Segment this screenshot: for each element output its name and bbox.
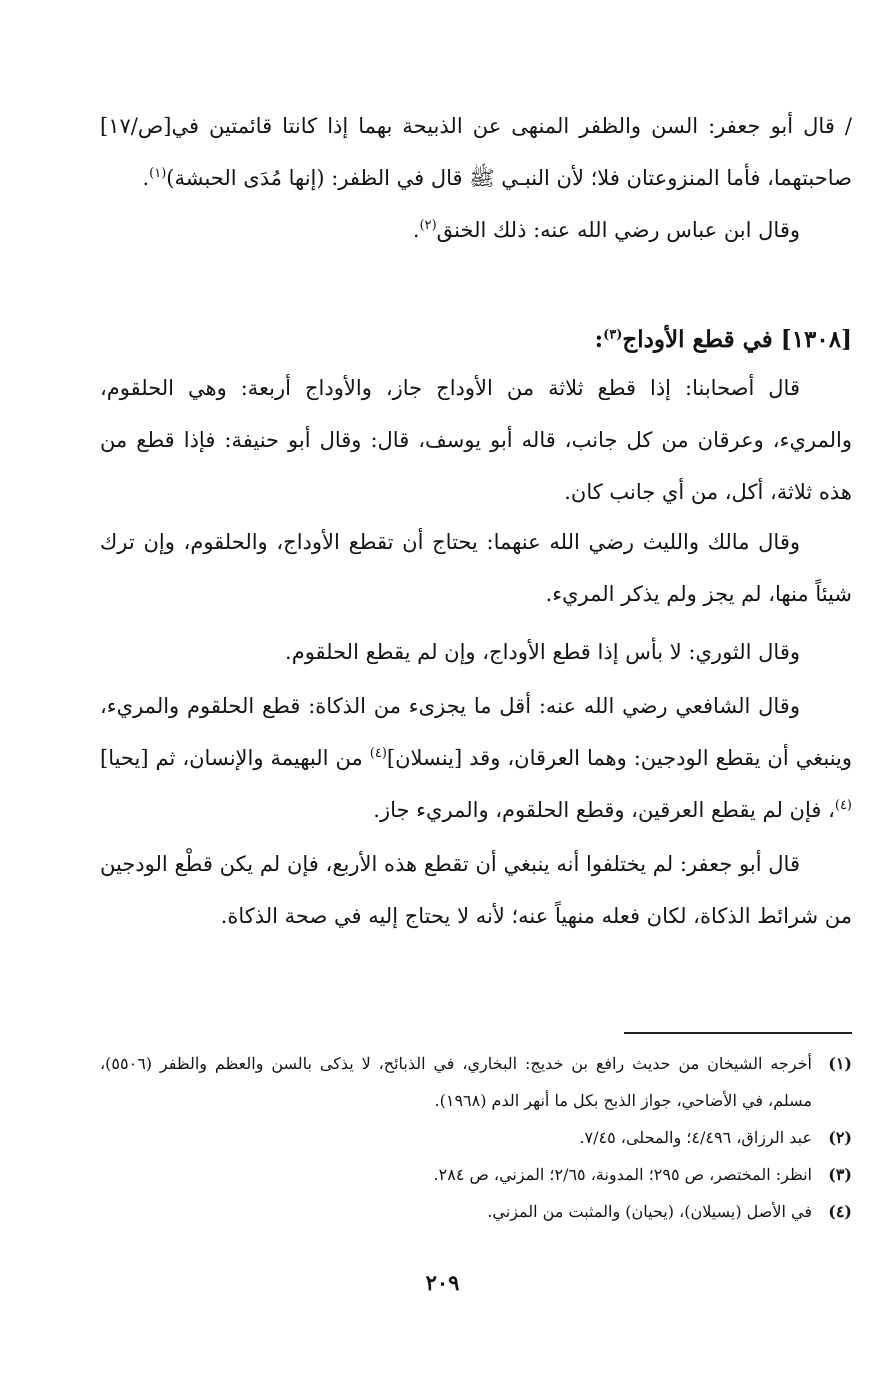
footnote-marker: (١) <box>149 166 167 181</box>
page-number: ٢٠٩ <box>425 1270 460 1295</box>
footnote-text: انظر: المختصر، ص ٢٩٥؛ المدونة، ٢/٦٥؛ المزني، ص ٢٨٤. <box>433 1165 812 1184</box>
intro-line: / قال أبو جعفر: السن والظفر المنهى عن الذبيحة بهما إذا كانتا قائمتين في <box>171 114 852 138</box>
intro-rest: صاحبتهما، فأما المنزوعتان فلا؛ لأن النبـي ﷺ قال في الظفر: (إنها مُدَى الحبشة) <box>166 166 852 190</box>
footnote-number: (٤) <box>828 1202 852 1221</box>
intro-block <box>100 100 852 256</box>
footnote-marker: (٤) <box>369 746 387 761</box>
paragraph-ashabuna: قال أصحابنا: إذا قطع ثلاثة من الأوداج جاز، والأوداج أربعة: وهي الحلقوم، والمريء، وعرقان من كل جانب، قاله أبو يوسف، قال: وقال أبو حنيفة: فإذا قطع من هذه ثلاثة، أكل، من أي جانب كان. <box>100 376 852 504</box>
footnote-number: (٣) <box>828 1165 852 1184</box>
footnote-text: عبد الرزاق، ٤/٤٩٦؛ والمحلى، ٧/٤٥. <box>579 1128 812 1147</box>
ibn-abbas-text: وقال ابن عباس رضي الله عنه: ذلك الخنق <box>436 218 800 242</box>
body-block-4 <box>100 680 852 836</box>
paragraph-shafii <box>100 680 852 836</box>
shafii-text-b: من البهيمة والإنسان، ثم [يحيا] <box>100 746 370 770</box>
footnote-item <box>100 1156 852 1193</box>
footnote-item <box>100 1193 852 1230</box>
footnote-text: في الأصل (يسيلان)، (يحيان) والمثبت من المزني. <box>487 1202 812 1221</box>
footnote-marker: (٤) <box>834 798 852 813</box>
paragraph-malik: وقال مالك والليث رضي الله عنهما: يحتاج أن تقطع الأوداج، والحلقوم، وإن ترك شيئاً منها، لم يجز ولم يذكر المريء. <box>100 530 852 606</box>
body-block-1 <box>100 362 852 518</box>
ibn-abbas-period: . <box>412 218 420 242</box>
shafii-text-c: ، فإن لم يقطع العرقين، وقطع الحلقوم، والمريء جاز. <box>373 798 835 822</box>
footnote-item <box>100 1045 852 1119</box>
footnote-number: (١) <box>828 1054 852 1073</box>
body-block-5 <box>100 838 852 942</box>
section-heading <box>100 318 852 362</box>
intro-period: . <box>142 166 150 190</box>
footnote-text: أخرجه الشيخان من حديث رافع بن خديج: البخاري، في الذبائح، لا يذكى بالسن والعظم والظفر (٥٥٠٦)، مسلم، في الأضاحي، جواز الذبح بكل ما أنهر الدم (١٩٦٨). <box>100 1054 812 1110</box>
footnote-divider <box>624 1032 852 1034</box>
body-block-2 <box>100 516 852 620</box>
ibn-abbas-paragraph <box>100 204 852 256</box>
footnote-number: (٢) <box>828 1128 852 1147</box>
intro-paragraph <box>100 100 852 204</box>
footnote-marker: (٢) <box>419 218 437 233</box>
footnote-item <box>100 1119 852 1156</box>
shafii-text-a: وقال الشافعي رضي الله عنه: أقل ما يجزىء من الذكاة: قطع الحلقوم والمريء، وينبغي أن يقطع الودجين: وهما العرقان، وقد [ينسلان] <box>100 694 852 770</box>
section-colon: : <box>594 326 604 353</box>
body-block-3 <box>100 626 852 678</box>
section-number: [١٣٠٨] <box>780 326 852 353</box>
paragraph-abu-jafar: قال أبو جعفر: لم يختلفوا أنه ينبغي أن تقطع هذه الأربع، فإن لم يكن قطْع الودجين من شرائط الذكاة، لكان فعله منهياً عنه؛ لأنه لا يحتاج إليه في صحة الذكاة. <box>100 852 852 928</box>
footnotes-list <box>100 1045 852 1230</box>
margin-reference: [ص/١٧] <box>100 114 172 138</box>
paragraph-thawri: وقال الثوري: لا بأس إذا قطع الأوداج، وإن لم يقطع الحلقوم. <box>285 640 800 664</box>
section-title: في قطع الأوداج <box>622 326 773 353</box>
footnote-marker: (٣) <box>603 327 623 343</box>
